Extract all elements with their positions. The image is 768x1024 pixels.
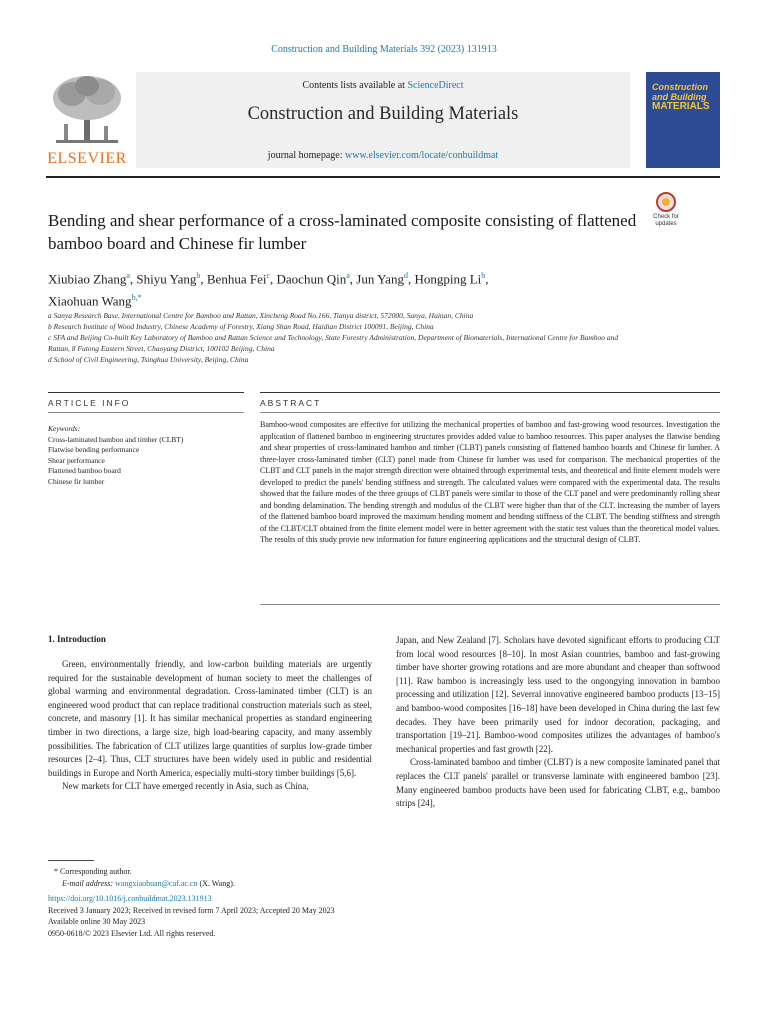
elsevier-logo	[46, 72, 128, 168]
homepage-prefix: journal homepage:	[267, 150, 345, 161]
keywords-label: Keywords:	[48, 424, 81, 433]
paper-title: Bending and shear performance of a cross-laminated composite consisting of flattened bamboo board and Chinese fir lumber	[48, 211, 637, 253]
doi-link[interactable]: https://doi.org/10.1016/j.conbuildmat.2023.131913	[48, 894, 212, 903]
author-name[interactable]: Benhua Fei	[206, 271, 267, 287]
check-for-updates-button[interactable]	[648, 192, 684, 232]
divider	[260, 392, 720, 393]
cover-title-line1: Construction	[652, 82, 708, 92]
check-updates-label: Check for updates	[653, 214, 679, 227]
author-name[interactable]: Jun Yang	[356, 271, 404, 287]
author-affil-mark[interactable]: a	[346, 271, 350, 280]
author-name[interactable]: Shiyu Yang	[136, 271, 197, 287]
author-name[interactable]: Xiaohuan Wang	[48, 293, 132, 309]
affiliation-item: d School of Civil Engineering, Tsinghua University, Beijing, China	[48, 355, 249, 364]
keyword-item: Cross-laminated bamboo and timber (CLBT)	[48, 434, 184, 444]
cover-title-line3: MATERIALS	[652, 101, 710, 112]
author-name[interactable]: Hongping Li	[414, 271, 482, 287]
contents-prefix: Contents lists available at	[302, 80, 408, 91]
author-affil-mark[interactable]: c	[266, 271, 271, 280]
received-dates: Received 3 January 2023; Received in revised form 7 April 2023; Accepted 20 May 2023	[48, 905, 335, 915]
body-paragraph: Japan, and New Zealand [7]. Scholars have devoted significant efforts to producing CLT from local wood resources [8–10]. In most Asian countries, bamboo and fast-growing timber have shorter growing rotations and are more abundant and cheaper than softwood [11]. Raw bamboo is increasingly less used to the ongongying innovation in bamboo processing and utilization [12]. Severral innovative engineered bamboo products [13–15] and bamboo-wood composites [16–18] have been developed in China during the last few decades. They have been primarily used for indoor decoration, packaging, and transportation [19–21]. Bamboo-wood composites utilizes the advantages of bamboo's mechanical properties and fast growth [22].	[396, 635, 720, 754]
keyword-item: Flatwise bending performance	[48, 445, 140, 454]
homepage-link[interactable]: www.elsevier.com/locate/conbuildmat	[345, 150, 499, 161]
corresponding-author-note: * Corresponding author.	[54, 867, 132, 876]
author-affil-mark[interactable]: b,*	[131, 293, 142, 303]
copyright: 0950-0618/© 2023 Elsevier Ltd. All rights reserved.	[48, 928, 216, 938]
affiliation-item: a Sanya Research Base, International Centre for Bamboo and Rattan, Xincheng Road No.166, Tianya district, 572000, Sanya, Hainan, China	[48, 311, 474, 320]
email-suffix: (X. Wang).	[197, 878, 235, 888]
journal-cover-thumbnail	[646, 72, 720, 168]
email-link[interactable]: wangxiaohuan@caf.ac.cn	[115, 878, 198, 888]
divider	[48, 412, 244, 413]
keywords-block	[48, 424, 244, 487]
article-info-heading: ARTICLE INFO	[48, 398, 131, 408]
keyword-item: Flattened bamboo board	[48, 466, 121, 475]
email-label: E-mail address:	[62, 878, 116, 888]
divider	[48, 392, 244, 393]
affiliation-item: b Research Institute of Wood Industry, Chinese Academy of Forestry, Xiang Shan Road, Haidian District 100091, Beijing, China	[48, 322, 434, 331]
check-updates-icon	[656, 192, 676, 212]
publisher-wordmark: ELSEVIER	[47, 150, 127, 167]
elsevier-tree-icon	[46, 72, 128, 148]
section-heading-introduction: 1. Introduction	[48, 634, 106, 644]
divider	[260, 412, 720, 413]
journal-title: Construction and Building Materials	[247, 104, 519, 124]
footnote-rule	[48, 860, 94, 861]
cover-title-line2: and Building	[652, 92, 707, 102]
author-affil-mark[interactable]: b	[481, 271, 486, 280]
article-footer	[48, 866, 548, 939]
keyword-item: Chinese fir lumber	[48, 476, 105, 486]
abstract-text: Bamboo-wood composites are effective for utilizing the mechanical properties of bamboo and fast-growing wood resources. Investigation the application of flattened bamboo in engineering structures provides added value to bamboo resources. This paper analyses the flatwise bending and shear properties of cross-laminated bamboo and timber (CLBT) panels consisting of flattened bamboo boards and Chinese fir lumber. A three-layer cross-laminated timber (CLT) panel made from Chinese fir lumber was used for comparison. The mechanical properties of the CLBT and CLT panels in the major strength direction were obtained through experimental tests, and theoretical and finite element models were developed to predict the panels' bending stiffness and strength. The calculated values were compared with the experimental data. The results showed that the failure modes of the three groups of CLBT panels were similar to those of the CLT panel and were predominantly rolling shear and bonding delamination. The bending strength and modulus of the CLBT were higher than that of the CLT. Increasing the number of layers of the flattened bamboo board improved the maximum bending moment and bending stiffness of the CLBT. The bending stiffness and strength of the CLBT/CLT obtained from the finite element model were in better agreement with the static test values than the theoretical model values. The results of this study provie new information for future engineering applications and the structural design of CLBT.	[260, 420, 720, 544]
sciencedirect-link[interactable]: ScienceDirect	[407, 80, 464, 91]
available-online: Available online 30 May 2023	[48, 917, 146, 926]
keyword-item: Shear performance	[48, 455, 105, 465]
body-paragraph: New markets for CLT have emerged recently in Asia, such as China,	[62, 781, 309, 792]
journal-reference[interactable]: Construction and Building Materials 392 (2023) 131913	[271, 44, 497, 55]
author-affil-mark[interactable]: d	[403, 271, 408, 280]
body-column-left	[48, 658, 372, 794]
author-affil-mark[interactable]: b	[196, 271, 201, 280]
contents-line	[136, 80, 630, 91]
author-list: Xiubiao Zhang$^a$, Shiyu Yang$^b$, Benhua Fei$^c$, Daochun Qin$^a$, Jun Yang$^d$, Hongping Li$^b$, Xiaohuan Wang$^{b,*}$	[48, 271, 489, 309]
body-paragraph: Cross-laminated bamboo and timber (CLBT) is a new composite laminated panel that replaces the CLT panels' parallel or transverse laminate with engineered bamboo [23]. Many engineered bamboo products have been used for fabricating CLBT, e.g., bamboo strips [24],	[396, 757, 720, 809]
affiliations	[48, 310, 638, 365]
abstract-heading: ABSTRACT	[260, 398, 322, 408]
header-rule	[46, 176, 720, 178]
body-column-right	[396, 634, 720, 811]
body-paragraph: Green, environmentally friendly, and low-carbon building materials are urgently required for the sustainable development of human society to meet the challenges of global warming and environmental degradation. Cross-laminated timber (CLT) is an engineered wood product that can replace traditional construction materials such as steel, concrete, and masonry [1]. It has similar mechanical properties as standard engineering timber in two directions, a large size, high load-bearing capacity, and many assembly possibilities. The fabrication of CLT utilizes large quantities of surplus low-grade timber resources [2–4]. Thus, CLT structures have been widely used in public and residential buildings in Europe and North America, especially multi-story timber buildings [5,6].	[48, 659, 372, 778]
affiliation-item: c SFA and Beijing Co-built Key Laboratory of Bamboo and Rattan Science and Technology, State Forestry Administration, Department of Biomaterials, International Centre for Bamboo and Rattan, 8 Futong Eastern Street, Chaoyang District, 100102 Beijing, China	[48, 333, 619, 353]
author-name[interactable]: Xiubiao Zhang	[48, 271, 127, 287]
author-name[interactable]: Daochun Qin	[276, 271, 347, 287]
journal-homepage	[136, 150, 630, 161]
author-affil-mark[interactable]: a	[126, 271, 130, 280]
email-line	[48, 878, 548, 890]
divider	[260, 604, 720, 605]
